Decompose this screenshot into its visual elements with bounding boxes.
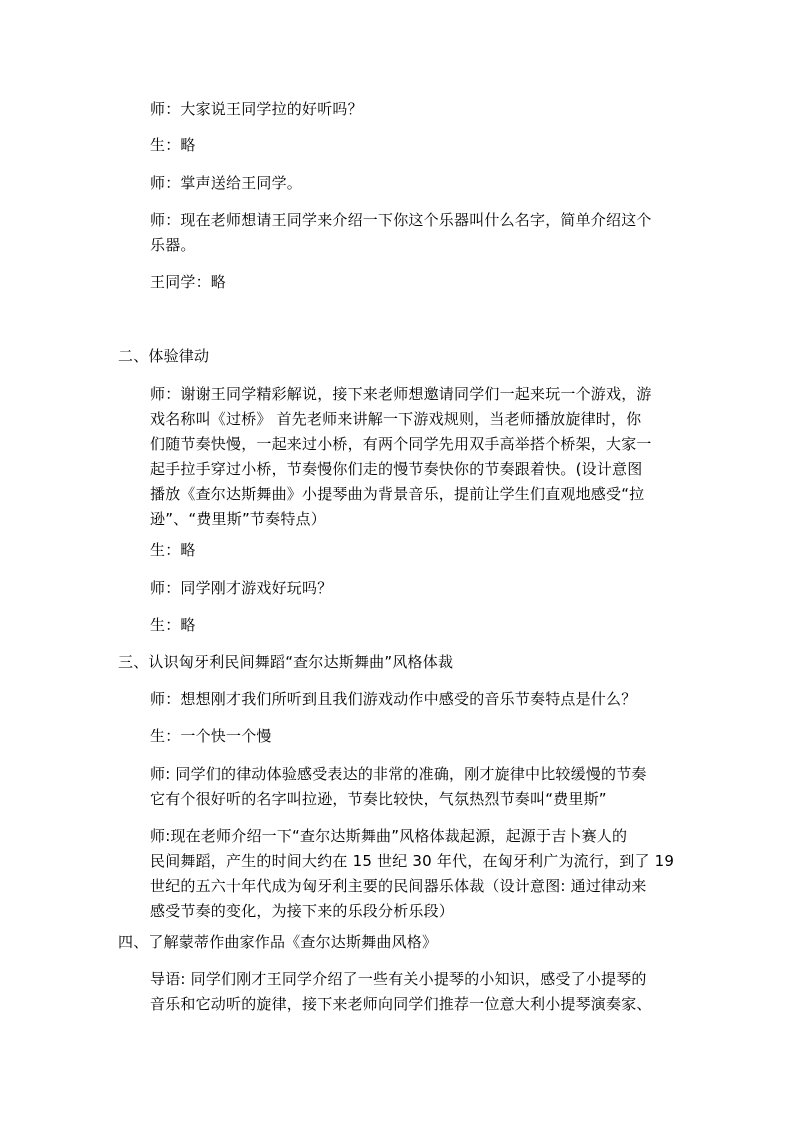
paragraph-intro-line2: 音乐和它动听的旋律，接下来老师向同学们推荐一位意大利小提琴演奏家、 (150, 995, 652, 1013)
paragraph-wang-reply: 王同学：略 (150, 273, 227, 291)
paragraph-student-reply: 生：略 (150, 136, 196, 154)
paragraph-game-line2: 戏名称叫《过桥》 首先老师来讲解一下游戏规则，当老师播放旋律时，你 (150, 410, 642, 428)
paragraph-game-line4: 起手拉手穿过小桥，节奏慢你们走的慢节奏快你的节奏跟着快。(设计意图 (150, 460, 643, 478)
paragraph-teacher-question: 师：大家说王同学拉的好听吗？ (150, 100, 363, 118)
paragraph-origin-line2: 民间舞蹈，产生的时间大约在 15 世纪 30 年代，在匈牙利广为流行，到了 19 (150, 852, 675, 870)
paragraph-game-line5: 播放《查尔达斯舞曲》小提琴曲为背景音乐，提前让学生们直观地感受“拉 (150, 485, 645, 503)
paragraph-origin-line1: 师:现在老师介绍一下“查尔达斯舞曲”风格体裁起源，起源于吉卜赛人的 (150, 827, 628, 845)
section-heading-3: 三、认识匈牙利民间舞蹈“查尔达斯舞曲”风格体裁 (118, 653, 454, 671)
paragraph-game-line1: 师：谢谢王同学精彩解说，接下来老师想邀请同学们一起来玩一个游戏，游 (150, 385, 652, 403)
paragraph-game-line6: 逊”、“费里斯”节奏特点） (150, 510, 326, 528)
paragraph-student-reply-3: 生：略 (150, 616, 196, 634)
paragraph-game-line3: 们随节奏快慢，一起来过小桥，有两个同学先用双手高举搭个桥架，大家一 (150, 435, 652, 453)
paragraph-teacher-instrument-line1: 师：现在老师想请王同学来介绍一下你这个乐器叫什么名字，简单介绍这个 (150, 211, 652, 229)
paragraph-teacher-applause: 师：掌声送给王同学。 (150, 174, 303, 192)
paragraph-teacher-fun: 师：同学刚才游戏好玩吗？ (150, 579, 333, 597)
section-heading-4: 四、了解蒙蒂作曲家作品《查尔达斯舞曲风格》 (118, 933, 438, 951)
paragraph-origin-line3: 世纪的五六十年代成为匈牙利主要的民间器乐体裁（设计意图: 通过律动来 (150, 877, 647, 895)
paragraph-teacher-praise-line2: 它有个很好听的名字叫拉逊，节奏比较快，气氛热烈节奏叫“费里斯” (150, 790, 607, 808)
paragraph-teacher-rhythm: 师：想想刚才我们所听到且我们游戏动作中感受的音乐节奏特点是什么？ (150, 690, 637, 708)
paragraph-student-reply-2: 生：略 (150, 541, 196, 559)
paragraph-intro-line1: 导语: 同学们刚才王同学介绍了一些有关小提琴的小知识，感受了小提琴的 (150, 970, 647, 988)
paragraph-origin-line4: 感受节奏的变化，为接下来的乐段分析乐段） (150, 902, 455, 920)
paragraph-teacher-instrument-line2: 乐器。 (150, 236, 196, 254)
section-heading-2: 二、体验律动 (118, 347, 210, 365)
paragraph-teacher-praise-line1: 师: 同学们的律动体验感受表达的非常的准确，刚才旋律中比较缓慢的节奏 (150, 765, 647, 783)
paragraph-student-answer: 生：一个快一个慢 (150, 727, 272, 745)
